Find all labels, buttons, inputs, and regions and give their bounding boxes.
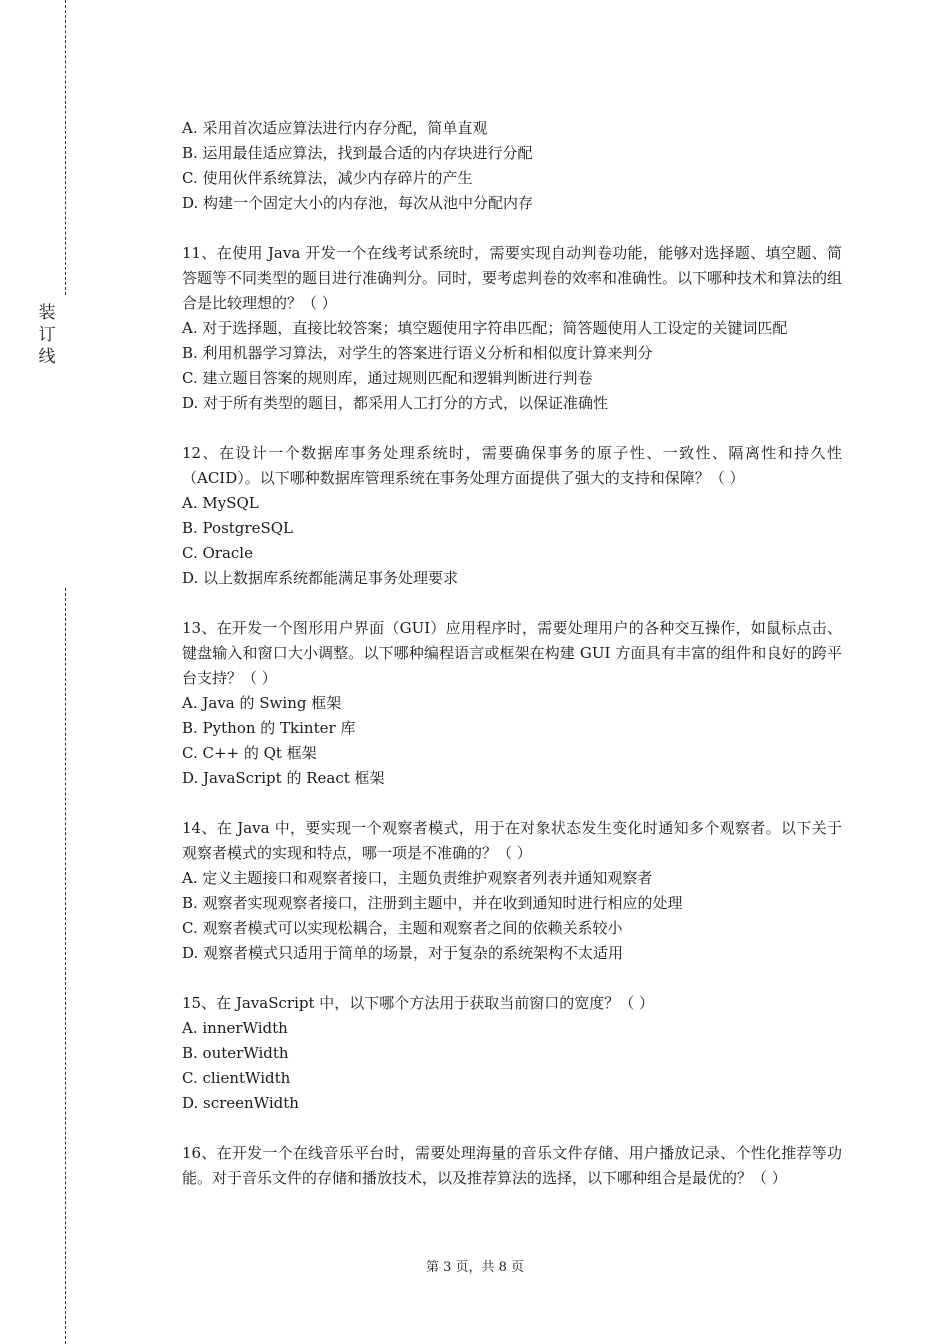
binding-label bbox=[36, 302, 58, 368]
question-16 bbox=[182, 1141, 842, 1191]
question-stem: 14、在 Java 中，要实现一个观察者模式，用于在对象状态发生变化时通知多个观察者。以下关于观察者模式的实现和特点，哪一项是不准确的？（ ） bbox=[182, 819, 842, 862]
option-a: A. 对于选择题，直接比较答案；填空题使用字符串匹配；简答题使用人工设定的关键词匹配 bbox=[182, 319, 788, 337]
binding-line-top bbox=[65, 0, 66, 295]
question-10-continued bbox=[182, 116, 842, 216]
option-b: B. PostgreSQL bbox=[182, 519, 293, 537]
option-c: C. Oracle bbox=[182, 544, 253, 562]
option-c: C. 观察者模式可以实现松耦合，主题和观察者之间的依赖关系较小 bbox=[182, 919, 623, 937]
binding-char: 装 bbox=[38, 303, 56, 323]
binding-line-bottom bbox=[65, 588, 66, 1344]
option-c: C. 使用伙伴系统算法，减少内存碎片的产生 bbox=[182, 169, 473, 187]
question-13 bbox=[182, 616, 842, 791]
question-11 bbox=[182, 241, 842, 416]
binding-char: 订 bbox=[38, 325, 56, 345]
option-c: C. clientWidth bbox=[182, 1069, 291, 1087]
option-b: B. outerWidth bbox=[182, 1044, 289, 1062]
question-stem: 12、在设计一个数据库事务处理系统时，需要确保事务的原子性、一致性、隔离性和持久性（ACID）。以下哪种数据库管理系统在事务处理方面提供了强大的支持和保障？（ ） bbox=[182, 444, 842, 487]
question-stem: 15、在 JavaScript 中，以下哪个方法用于获取当前窗口的宽度？（ ） bbox=[182, 994, 655, 1012]
question-15 bbox=[182, 991, 842, 1116]
option-b: B. 运用最佳适应算法，找到最合适的内存块进行分配 bbox=[182, 144, 533, 162]
option-b: B. 利用机器学习算法，对学生的答案进行语义分析和相似度计算来判分 bbox=[182, 344, 653, 362]
option-d: D. 构建一个固定大小的内存池，每次从池中分配内存 bbox=[182, 194, 534, 212]
option-d: D. screenWidth bbox=[182, 1094, 299, 1112]
question-list bbox=[182, 116, 842, 1216]
question-14 bbox=[182, 816, 842, 966]
option-d: D. 观察者模式只适用于简单的场景，对于复杂的系统架构不太适用 bbox=[182, 944, 624, 962]
option-c: C. 建立题目答案的规则库，通过规则匹配和逻辑判断进行判卷 bbox=[182, 369, 593, 387]
question-stem: 11、在使用 Java 开发一个在线考试系统时，需要实现自动判卷功能，能够对选择题、填空题、简答题等不同类型的题目进行准确判分。同时，要考虑判卷的效率和准确性。以下哪种技术和算法的组合是比较理想的？（ ） bbox=[182, 244, 843, 312]
option-b: B. Python 的 Tkinter 库 bbox=[182, 719, 356, 737]
question-stem: 13、在开发一个图形用户界面（GUI）应用程序时，需要处理用户的各种交互操作，如鼠标点击、键盘输入和窗口大小调整。以下哪种编程语言或框架在构建 GUI 方面具有丰富的组件和良好的跨平台支持？（ ） bbox=[182, 619, 842, 687]
question-12 bbox=[182, 441, 842, 591]
option-d: D. JavaScript 的 React 框架 bbox=[182, 769, 385, 787]
option-a: A. Java 的 Swing 框架 bbox=[182, 694, 342, 712]
option-b: B. 观察者实现观察者接口，注册到主题中，并在收到通知时进行相应的处理 bbox=[182, 894, 683, 912]
binding-char: 线 bbox=[38, 347, 56, 367]
option-c: C. C++ 的 Qt 框架 bbox=[182, 744, 317, 762]
option-d: D. 以上数据库系统都能满足事务处理要求 bbox=[182, 569, 459, 587]
option-a: A. 采用首次适应算法进行内存分配，简单直观 bbox=[182, 119, 488, 137]
option-a: A. MySQL bbox=[182, 494, 259, 512]
option-a: A. 定义主题接口和观察者接口，主题负责维护观察者列表并通知观察者 bbox=[182, 869, 653, 887]
option-d: D. 对于所有类型的题目，都采用人工打分的方式，以保证准确性 bbox=[182, 394, 609, 412]
page-number-footer: 第 3 页，共 8 页 bbox=[425, 1260, 525, 1275]
question-stem: 16、在开发一个在线音乐平台时，需要处理海量的音乐文件存储、用户播放记录、个性化推荐等功能。对于音乐文件的存储和播放技术，以及推荐算法的选择，以下哪种组合是最优的？（ ） bbox=[182, 1144, 842, 1187]
option-a: A. innerWidth bbox=[182, 1019, 288, 1037]
